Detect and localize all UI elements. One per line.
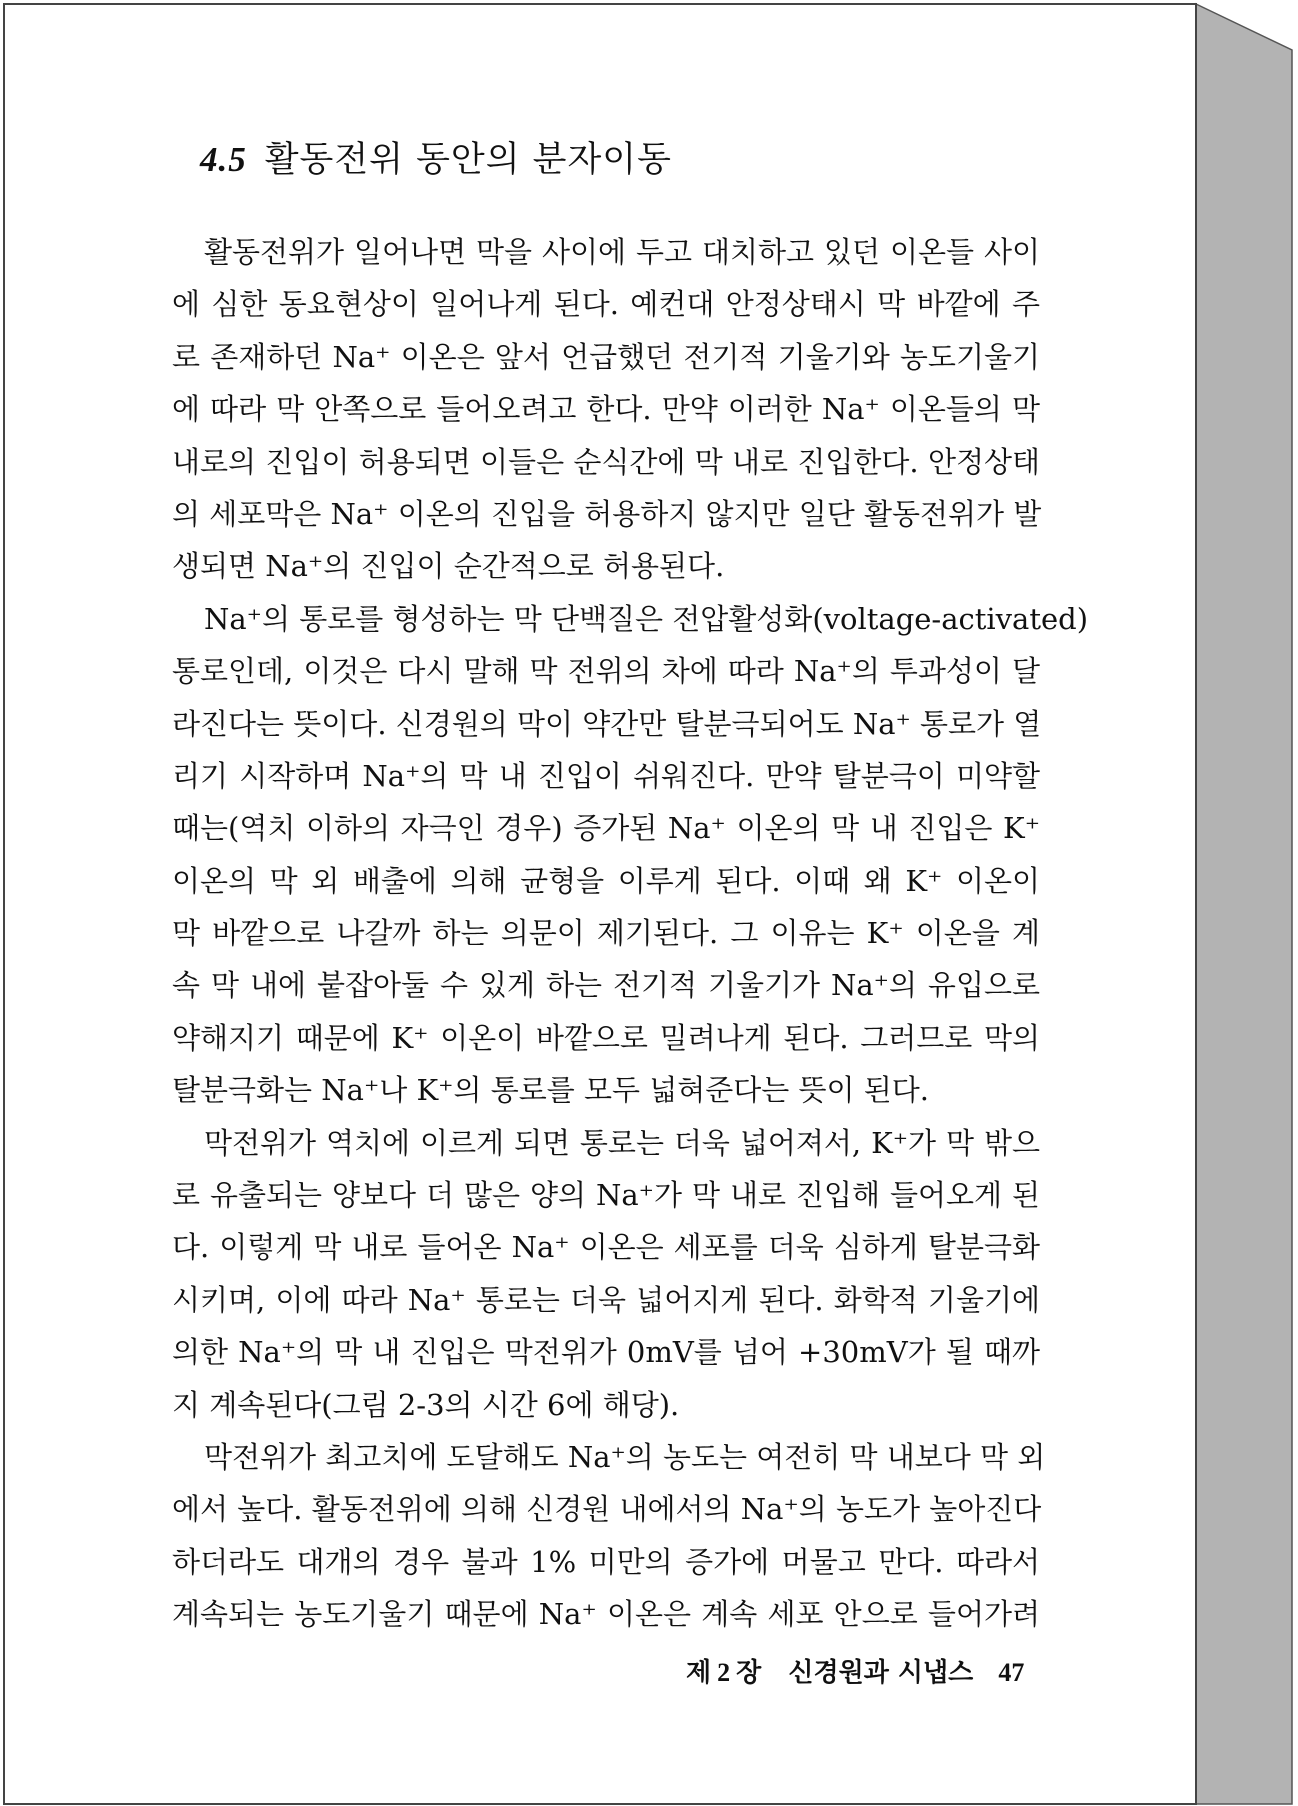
text-line: 라진다는 뜻이다. 신경원의 막이 약간만 탈분극되어도 Na⁺ 통로가 열 bbox=[172, 706, 1042, 741]
chapter-number: 2 bbox=[717, 1658, 731, 1687]
text-line: 약해지기 때문에 K⁺ 이온이 바깥으로 밀려나게 된다. 그러므로 막의 bbox=[172, 1020, 1040, 1055]
text-line: 속 막 내에 붙잡아둘 수 있게 하는 전기적 기울기가 Na⁺의 유입으로 bbox=[172, 968, 1040, 1003]
chapter-prefix: 제 bbox=[686, 1658, 712, 1688]
paragraph bbox=[172, 1117, 1040, 1431]
text-line: 탈분극화는 Na⁺나 K⁺의 통로를 모두 넓혀준다는 뜻이 된다. bbox=[172, 1073, 929, 1108]
text-line: 하더라도 대개의 경우 불과 1% 미만의 증가에 머물고 만다. 따라서 bbox=[172, 1544, 1040, 1579]
body-text bbox=[172, 226, 1089, 1641]
text-line: 에 심한 동요현상이 일어나게 된다. 예컨대 안정상태시 막 바깥에 주 bbox=[172, 287, 1040, 322]
text-line: 내로의 진입이 허용되면 이들은 순식간에 막 내로 진입한다. 안정상태 bbox=[172, 444, 1040, 479]
text-line: 생되면 Na⁺의 진입이 순간적으로 허용된다. bbox=[172, 549, 725, 584]
text-line: 이온의 막 외 배출에 의해 균형을 이루게 된다. 이때 왜 K⁺ 이온이 bbox=[172, 863, 1040, 898]
text-line: 막전위가 최고치에 도달해도 Na⁺의 농도는 여전히 막 내보다 막 외 bbox=[204, 1439, 1046, 1474]
book-spine-side bbox=[1196, 4, 1292, 1804]
text-line: 에서 높다. 활동전위에 의해 신경원 내에서의 Na⁺의 농도가 높아진다 bbox=[172, 1492, 1042, 1527]
text-line: 에 따라 막 안쪽으로 들어오려고 한다. 만약 이러한 Na⁺ 이온들의 막 bbox=[172, 392, 1040, 427]
section-number: 4.5 bbox=[200, 140, 247, 179]
text-line: 막전위가 역치에 이르게 되면 통로는 더욱 넓어져서, K⁺가 막 밖으 bbox=[204, 1125, 1040, 1160]
book-page bbox=[6, 4, 1196, 1802]
text-line: 리기 시작하며 Na⁺의 막 내 진입이 쉬워진다. 만약 탈분극이 미약할 bbox=[172, 758, 1040, 793]
page-number: 47 bbox=[998, 1658, 1025, 1687]
paragraph bbox=[172, 1431, 1046, 1641]
text-line: 의한 Na⁺의 막 내 진입은 막전위가 0mV를 넘어 +30mV가 될 때까 bbox=[172, 1335, 1040, 1370]
text-line: 시키며, 이에 따라 Na⁺ 통로는 더욱 넓어지게 된다. 화학적 기울기에 bbox=[172, 1282, 1040, 1317]
paragraph bbox=[172, 593, 1089, 1117]
paragraph bbox=[172, 226, 1040, 593]
text-line: 막 바깥으로 나갈까 하는 의문이 제기된다. 그 이유는 K⁺ 이온을 계 bbox=[172, 916, 1040, 951]
text-line: Na⁺의 통로를 형성하는 막 단백질은 전압활성화(voltage-activated) bbox=[204, 601, 1089, 636]
text-line: 지 계속된다(그림 2-3의 시간 6에 해당). bbox=[172, 1387, 680, 1422]
text-line: 로 유출되는 양보다 더 많은 양의 Na⁺가 막 내로 진입해 들어오게 된 bbox=[172, 1178, 1040, 1213]
chapter-title: 신경원과 시냅스 bbox=[788, 1658, 974, 1688]
text-line: 계속되는 농도기울기 때문에 Na⁺ 이온은 계속 세포 안으로 들어가려 bbox=[172, 1597, 1040, 1632]
text-line: 로 존재하던 Na⁺ 이온은 앞서 언급했던 전기적 기울기와 농도기울기 bbox=[172, 339, 1040, 374]
text-line: 통로인데, 이것은 다시 말해 막 전위의 차에 따라 Na⁺의 투과성이 달 bbox=[172, 654, 1040, 689]
section-title: 활동전위 동안의 분자이동 bbox=[264, 140, 672, 180]
text-line: 활동전위가 일어나면 막을 사이에 두고 대치하고 있던 이온들 사이 bbox=[204, 235, 1040, 269]
page-footer bbox=[686, 1652, 1024, 1689]
text-line: 때는(역치 이하의 자극인 경우) 증가된 Na⁺ 이온의 막 내 진입은 K⁺ bbox=[172, 811, 1040, 846]
chapter-suffix: 장 bbox=[736, 1658, 762, 1688]
text-line: 다. 이렇게 막 내로 들어온 Na⁺ 이온은 세포를 더욱 심하게 탈분극화 bbox=[172, 1230, 1040, 1265]
section-heading bbox=[200, 132, 672, 182]
text-line: 의 세포막은 Na⁺ 이온의 진입을 허용하지 않지만 일단 활동전위가 발 bbox=[172, 496, 1042, 531]
